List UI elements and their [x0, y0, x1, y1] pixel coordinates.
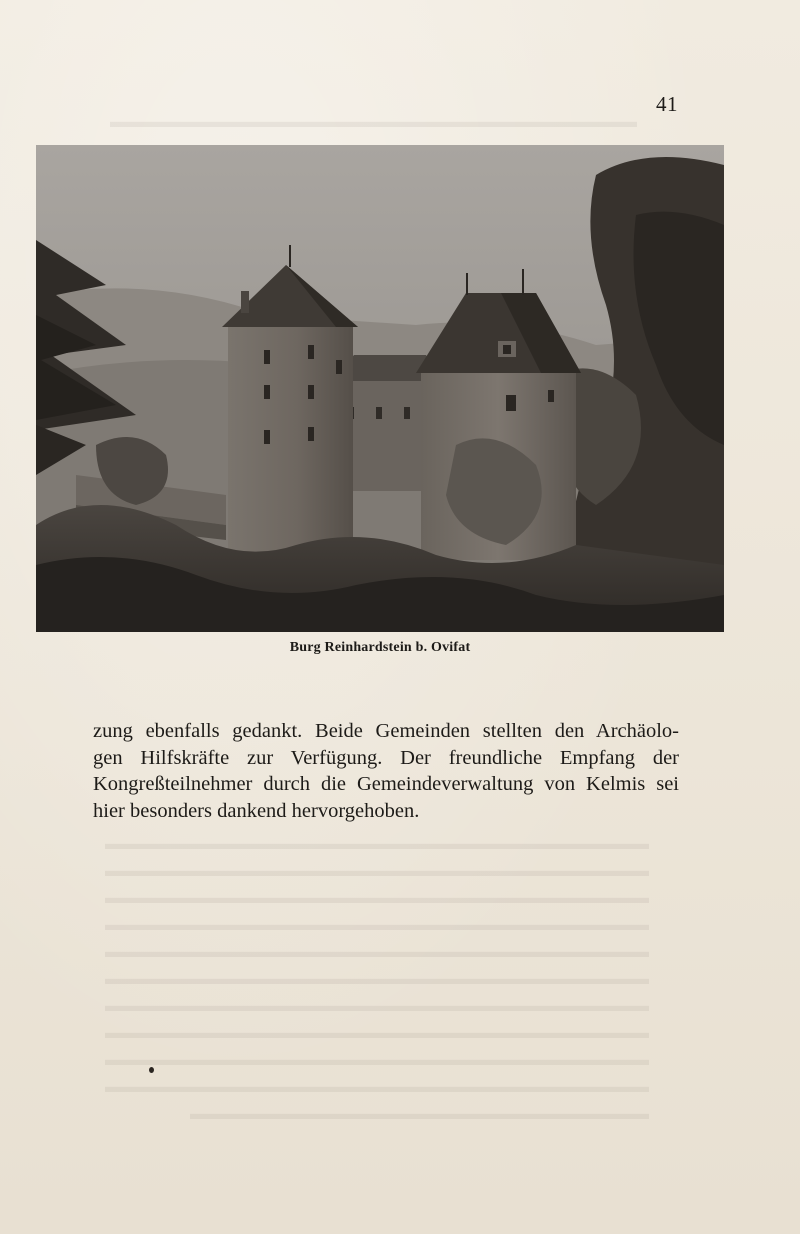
text-line: zung ebenfalls gedankt. Beide Gemeinden stellten den Archäolo- — [93, 720, 679, 742]
show-through-texture-lower: ▬▬▬▬▬▬▬▬▬▬▬▬▬▬▬▬▬▬▬▬▬▬▬▬▬▬▬▬▬▬▬▬ ▬▬▬▬▬▬▬▬▬▬▬▬▬▬▬▬▬▬▬▬▬▬▬▬▬▬▬▬▬▬▬▬ ▬▬▬▬▬▬▬▬▬▬▬▬▬▬▬▬▬▬▬▬▬▬▬▬▬▬▬▬▬▬▬▬ ▬▬▬▬▬▬▬▬▬▬▬▬▬▬▬▬▬▬▬▬▬▬▬▬▬▬▬▬▬▬▬▬ ▬▬▬▬▬▬▬▬▬▬▬▬▬▬▬▬▬▬▬▬▬▬▬▬▬▬▬▬▬▬▬▬ ▬▬▬▬▬▬▬▬▬▬▬▬▬▬▬▬▬▬▬▬▬▬▬▬▬▬▬▬▬▬▬▬ ▬▬▬▬▬▬▬▬▬▬▬▬▬▬▬▬▬▬▬▬▬▬▬▬▬▬▬▬▬▬▬▬ ▬▬▬▬▬▬▬▬▬▬▬▬▬▬▬▬▬▬▬▬▬▬▬▬▬▬▬▬▬▬▬▬ ▬▬▬▬▬▬▬▬▬▬▬▬▬▬▬▬▬▬▬▬▬▬▬▬▬▬▬▬▬▬▬▬ ▬▬▬▬▬▬▬▬▬▬▬▬▬▬▬▬▬▬▬▬▬▬▬▬▬▬▬▬▬▬▬▬ ▬▬▬▬▬▬▬▬▬▬▬▬▬▬▬▬▬▬▬▬▬▬▬▬▬▬▬ — [105, 834, 649, 1123]
text-line: Kongreßteilnehmer durch die Gemeindeverwaltung von Kelmis sei — [93, 773, 679, 795]
ink-speck — [149, 1067, 154, 1073]
text-line: hier besonders dankend hervorgehoben. — [93, 799, 420, 822]
text-line: gen Hilfskräfte zur Verfügung. Der freundliche Empfang der — [93, 746, 679, 769]
show-through-texture: ▬▬▬▬▬▬▬▬▬▬▬▬▬▬▬▬▬▬▬▬▬▬▬▬▬▬▬▬▬▬▬ — [110, 112, 637, 131]
castle-photograph — [36, 145, 724, 632]
figure-caption: Burg Reinhardstein b. Ovifat — [289, 640, 471, 655]
page-number: 41 — [656, 92, 678, 116]
body-paragraph — [93, 718, 679, 824]
